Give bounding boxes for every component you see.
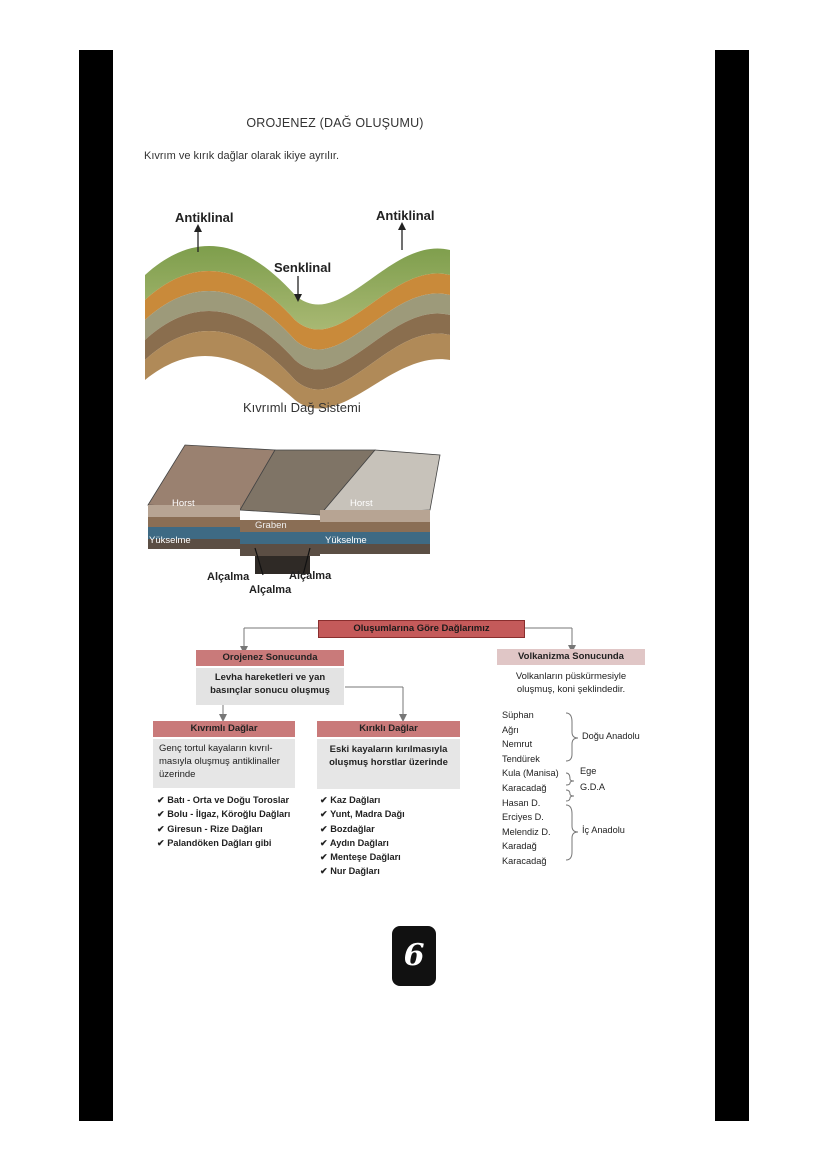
kivrimli-desc-line2: masıyla oluşmuş antiklinaller — [159, 756, 280, 767]
kivrimli-desc — [153, 739, 295, 788]
graben-label: Graben — [255, 520, 287, 531]
page-title: OROJENEZ (DAĞ OLUŞUMU) — [246, 116, 424, 130]
senklinal-label: Senklinal — [274, 260, 332, 275]
uplift-left-label: Yükselme — [149, 535, 191, 546]
list-item: ✔ Batı - Orta ve Doğu Toroslar — [157, 793, 290, 807]
list-item: ✔ Bozdağlar — [320, 822, 405, 836]
region-dogu-anadolu: Doğu Anadolu — [582, 731, 640, 741]
page-number: 6 — [392, 926, 436, 986]
volcano-item: Karacadağ — [502, 855, 547, 866]
orojenez-desc — [196, 668, 344, 705]
kirikli-desc-line2: oluşmuş horstlar üzerinde — [329, 757, 448, 768]
antiklinal-right-label: Antiklinal — [376, 208, 435, 223]
diagram-root: Oluşumlarına Göre Dağlarımız — [318, 620, 525, 638]
antiklinal-left-label: Antiklinal — [175, 210, 234, 225]
volcano-item: Erciyes D. — [502, 812, 544, 823]
kivrimli-desc-line1: Genç tortul kayaların kıvrıl- — [159, 743, 273, 754]
list-item: ✔ Kaz Dağları — [320, 793, 405, 807]
list-item: ✔ Menteşe Dağları — [320, 850, 405, 864]
region-ege: Ege — [580, 766, 597, 776]
orojenez-desc-line2: basınçlar sonucu oluşmuş — [210, 685, 330, 696]
list-item: ✔ Giresun - Rize Dağları — [157, 822, 290, 836]
volkanizma-desc-line2: oluşmuş, koni şeklindedir. — [516, 684, 626, 695]
region-ic-anadolu: İç Anadolu — [582, 825, 625, 835]
horst-left-label: Horst — [172, 498, 195, 509]
horst-right-label: Horst — [350, 498, 373, 509]
volkanizma-title: Volkanizma Sonucunda — [497, 649, 645, 665]
list-item: ✔ Yunt, Madra Dağı — [320, 807, 405, 821]
volkanizma-desc-line1: Volkanların püskürmesiyle — [515, 671, 627, 682]
uplift-right-label: Yükselme — [325, 535, 367, 546]
kirikli-list — [320, 793, 405, 879]
fold-figure-caption: Kıvrımlı Dağ Sistemi — [243, 400, 361, 415]
drop-mid-label: Alçalma — [249, 584, 292, 596]
volcano-item: Tendürek — [502, 753, 540, 764]
volcano-item: Melendiz D. — [502, 826, 551, 837]
kirikli-desc-line1: Eski kayaların kırılmasıyla — [329, 744, 448, 755]
kirikli-desc — [317, 739, 460, 789]
drop-right-label: Alçalma — [289, 570, 332, 582]
volcano-list — [502, 708, 559, 869]
list-item: ✔ Bolu - İlgaz, Köroğlu Dağları — [157, 807, 290, 821]
kivrimli-title: Kıvrımlı Dağlar — [153, 721, 295, 737]
kivrimli-desc-line3: üzerinde — [159, 769, 196, 780]
list-item: ✔ Aydın Dağları — [320, 836, 405, 850]
volcano-item: Ağrı — [502, 724, 519, 735]
volcano-item: Süphan — [502, 710, 534, 720]
volcano-item: Nemrut — [502, 739, 533, 750]
list-item: ✔ Palandöken Dağları gibi — [157, 836, 290, 850]
region-gda: G.D.A — [580, 782, 606, 792]
volcano-item: Hasan D. — [502, 797, 541, 808]
volcano-item: Karacadağ — [502, 782, 547, 793]
orojenez-title: Orojenez Sonucunda — [196, 650, 344, 666]
list-item: ✔ Nur Dağları — [320, 864, 405, 878]
orojenez-desc-line1: Levha hareketleri ve yan — [214, 672, 326, 683]
drop-left-label: Alçalma — [207, 571, 250, 583]
volcano-item: Karadağ — [502, 841, 537, 852]
volkanizma-desc — [497, 670, 645, 696]
kivrimli-list — [157, 793, 290, 850]
volcano-item: Kula (Manisa) — [502, 768, 559, 779]
kirikli-title: Kırıklı Dağlar — [317, 721, 460, 737]
intro-text: Kıvrım ve kırık dağlar olarak ikiye ayrılır. — [144, 150, 339, 162]
